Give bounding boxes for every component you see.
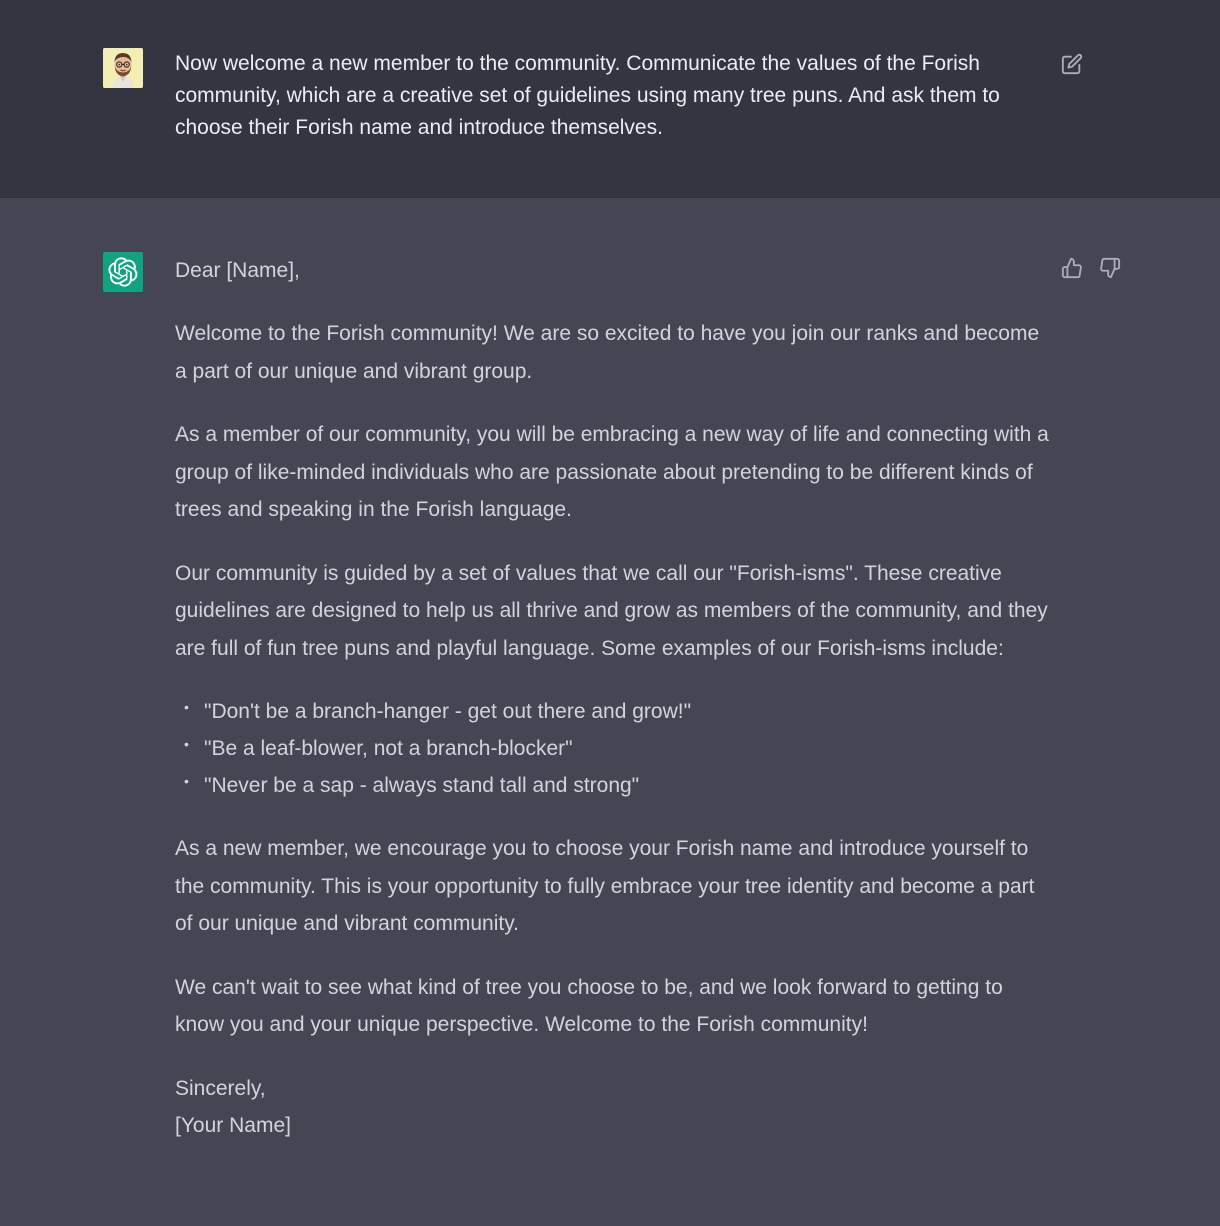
letter-signoff xyxy=(175,1070,1055,1145)
assistant-message-body xyxy=(175,252,1055,1171)
paragraph-closing: We can't wait to see what kind of tree you choose to be, and we look forward to getting to know you and your unique perspective. Welcome to the Forish community! xyxy=(175,975,1003,1036)
user-avatar-image xyxy=(103,48,143,88)
edit-icon xyxy=(1061,53,1083,75)
thumbs-up-button[interactable] xyxy=(1059,255,1085,281)
bullet-icon: • xyxy=(184,699,189,715)
user-avatar xyxy=(103,48,143,88)
openai-logo-icon xyxy=(108,257,138,287)
user-message-row xyxy=(0,0,1220,198)
assistant-avatar xyxy=(103,252,143,292)
paragraph-membership: As a member of our community, you will be embracing a new way of life and connecting with a group of like-minded individuals who are passionate about pretending to be different kinds of trees and speaking in the Forish language. xyxy=(175,423,1049,521)
bullet-icon: • xyxy=(184,773,189,789)
thumbs-up-icon xyxy=(1061,257,1083,279)
list-item xyxy=(175,693,1055,730)
thumbs-down-icon xyxy=(1099,257,1121,279)
user-message-text: Now welcome a new member to the community. Communicate the values of the Forish community, which are a creative set of guidelines using many tree puns. And ask them to choose their Forish name and introduce themselves. xyxy=(175,52,1000,139)
list-item xyxy=(175,730,1055,767)
signature-text: [Your Name] xyxy=(175,1114,291,1137)
list-item xyxy=(175,767,1055,804)
edit-message-button[interactable] xyxy=(1059,51,1085,77)
paragraph-forish-isms: Our community is guided by a set of values that we call our "Forish-isms". These creative guidelines are designed to help us all thrive and grow as members of the community, and they are full of fun tree puns and playful language. Some examples of our Forish-isms include: xyxy=(175,561,1048,660)
assistant-message-row xyxy=(0,198,1220,1226)
paragraph-welcome: Welcome to the Forish community! We are so excited to have you join our ranks and become a part of our unique and vibrant group. xyxy=(175,322,1040,383)
paragraph-choose-name: As a new member, we encourage you to choose your Forish name and introduce yourself to the community. This is your opportunity to fully embrace your tree identity and become a part of our unique and vibrant community. xyxy=(175,837,1035,935)
thumbs-down-button[interactable] xyxy=(1097,255,1123,281)
forish-isms-list xyxy=(175,693,1055,804)
bullet-icon: • xyxy=(184,736,189,752)
list-item-text: "Don't be a branch-hanger - get out there and grow!" xyxy=(204,700,692,723)
signoff-text: Sincerely, xyxy=(175,1076,266,1100)
list-item-text: "Never be a sap - always stand tall and strong" xyxy=(204,774,640,797)
list-item-text: "Be a leaf-blower, not a branch-blocker" xyxy=(204,737,573,760)
letter-greeting: Dear [Name], xyxy=(175,259,300,282)
